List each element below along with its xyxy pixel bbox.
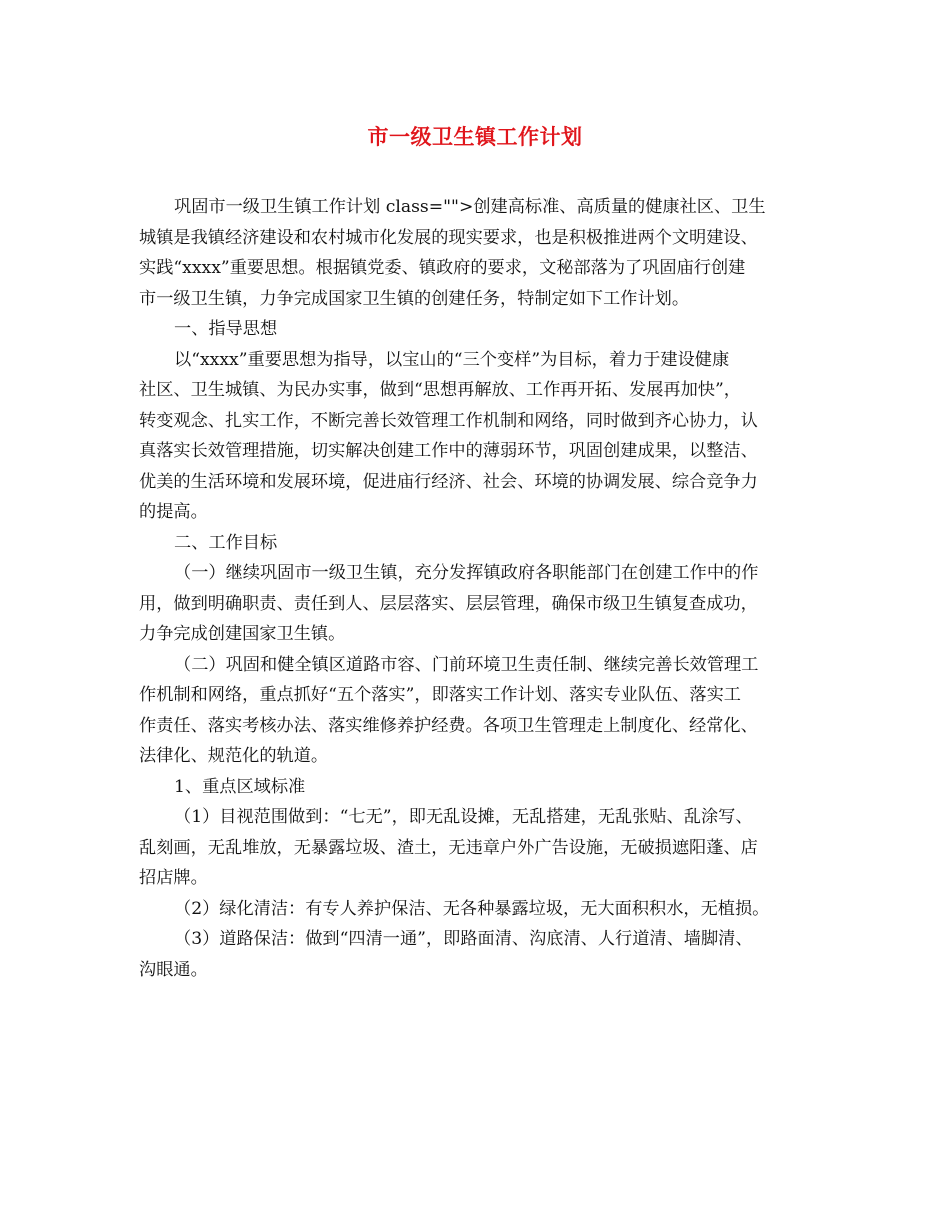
paragraph-line: 力争完成创建国家卫生镇。 [139, 624, 346, 644]
document-body [139, 192, 815, 985]
paragraph-line: （1）目视范围做到：“七无”，即无乱设摊，无乱搭建，无乱张贴、乱涂写、 [174, 807, 753, 827]
paragraph-line: （二）巩固和健全镇区道路市容、门前环境卫生责任制、继续完善长效管理工 [174, 654, 759, 675]
paragraph-line: 社区、卫生城镇、为民办实事，做到“思想再解放、工作再开拓、发展再加快”， [139, 380, 741, 400]
paragraph-line: 乱刻画，无乱堆放，无暴露垃圾、渣土，无违章户外广告设施，无破损遮阳蓬、店 [139, 837, 758, 858]
paragraph-line: 城镇是我镇经济建设和农村城市化发展的现实要求，也是积极推进两个文明建设、 [139, 227, 758, 248]
paragraph-line: 作责任、落实考核办法、落实维修养护经费。各项卫生管理走上制度化、经常化、 [139, 715, 758, 736]
paragraph-line: （一）继续巩固市一级卫生镇，充分发挥镇政府各职能部门在创建工作中的作 [174, 563, 759, 583]
section-heading: 二、工作目标 [174, 532, 278, 553]
paragraph-line: 真落实长效管理措施，切实解决创建工作中的薄弱环节，巩固创建成果，以整洁、 [139, 441, 758, 461]
paragraph-line: 巩固市一级卫生镇工作计划 class="">创建高标准、高质量的健康社区、卫生 [174, 197, 766, 217]
paragraph-line: （3）道路保洁：做到“四清一通”，即路面清、沟底清、人行道清、墙脚清、 [174, 929, 753, 949]
paragraph-line: 以“xxxx”重要思想为指导，以宝山的“三个变样”为目标，着力于建设健康 [174, 349, 730, 370]
document-title: 市一级卫生镇工作计划 [367, 124, 583, 149]
section-heading: 一、指导思想 [174, 319, 278, 339]
paragraph-line: 沟眼通。 [139, 959, 208, 980]
paragraph-line: 实践“xxxx”重要思想。根据镇党委、镇政府的要求，文秘部落为了巩固庙行创建 [139, 258, 746, 278]
paragraph-line: 用，做到明确职责、责任到人、层层落实、层层管理，确保市级卫生镇复查成功， [139, 593, 758, 614]
paragraph-line: 的提高。 [139, 502, 208, 522]
paragraph-line: 优美的生活环境和发展环境，促进庙行经济、社会、环境的协调发展、综合竞争力 [139, 471, 758, 492]
paragraph-line: 法律化、规范化的轨道。 [139, 746, 329, 766]
paragraph-line: 转变观念、扎实工作，不断完善长效管理工作机制和网络，同时做到齐心协力，认 [139, 410, 758, 431]
paragraph-line: 市一级卫生镇，力争完成国家卫生镇的创建任务，特制定如下工作计划。 [139, 288, 690, 309]
subsection-heading: 1、重点区域标准 [174, 776, 306, 797]
paragraph-line: （2）绿化清洁：有专人养护保洁、无各种暴露垃圾，无大面积积水，无植损。 [174, 898, 770, 919]
paragraph-line: 作机制和网络，重点抓好“五个落实”，即落实工作计划、落实专业队伍、落实工 [139, 685, 741, 705]
paragraph-line: 招店牌。 [139, 868, 208, 888]
